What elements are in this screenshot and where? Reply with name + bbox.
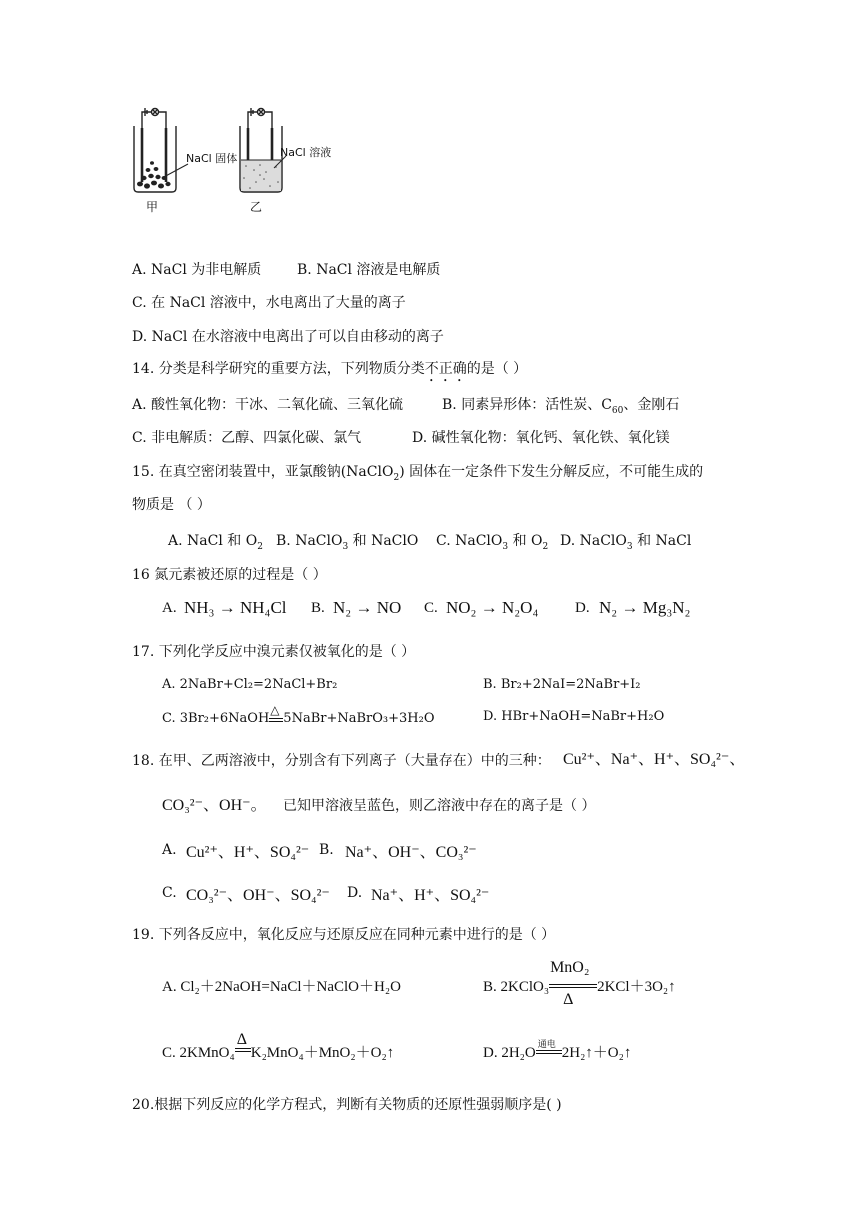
electrolysis-figure (120, 98, 350, 216)
q15-stem-line2: 物质是 （ ） (132, 497, 211, 513)
catalyst-heat-condition: MnO₂ Δ (549, 981, 597, 995)
q14-emphasis: 不正确 (424, 361, 467, 377)
q16-option-a-label: A. (162, 600, 177, 616)
q15-option-c: C. NaClO$_3$ 和 $O_2$ (436, 533, 549, 552)
q13-option-b: B. NaCl 溶液是电解质 (297, 262, 441, 278)
q16-option-c-label: C. (424, 600, 438, 616)
electrolysis-condition: 通电 (536, 1047, 562, 1061)
q18-ions-line2: CO₃²⁻、OH⁻。 (162, 797, 267, 814)
q18-option-a-ions: Cu²⁺、H⁺、SO₄²⁻ (186, 844, 310, 861)
q18-option-b-ions: Na⁺、OH⁻、CO₃²⁻ (345, 844, 477, 861)
right-beaker-label: NaCl 溶液 (280, 146, 332, 159)
q15-option-a: A. NaCl 和 $O_2$ (168, 533, 263, 552)
q18-stem-line2: 已知甲溶液呈蓝色，则乙溶液中存在的离子是（ ） (283, 798, 596, 814)
q19-stem: 19. 下列各反应中，氧化反应与还原反应在同种元素中进行的是（ ） (132, 927, 556, 943)
q17-option-d: D. HBr+NaOH=NaBr+H₂O (483, 709, 665, 724)
q16-option-c-eq: NO₂ → N₂O₄ (446, 598, 539, 617)
q16-option-d-eq: N₂ → Mg₃N₂ (599, 598, 691, 617)
q14-option-d: D. 碱性氧化物：氧化钙、氧化铁、氧化镁 (412, 430, 670, 446)
q18-option-d-ions: Na⁺、H⁺、SO₄²⁻ (371, 887, 490, 904)
q16-option-a-eq: NH₃ → NH₄Cl (184, 598, 287, 617)
q14-option-c: C. 非电解质：乙醇、四氯化碳、氯气 (132, 430, 362, 446)
q15-option-b: B. NaClO$_3$ 和 NaClO (276, 533, 419, 552)
nacl-solution-fill (241, 160, 281, 191)
q19-option-c: C. 2KMnO₄ Δ K₂MnO₄＋MnO₂＋O₂↑ (162, 1030, 395, 1061)
q17-option-b: B. Br₂+2NaI=2NaBr+I₂ (483, 677, 641, 692)
right-caption: 乙 (250, 200, 263, 214)
beaker-left (134, 108, 176, 192)
q14-option-b: B. 同素异形体：活性炭、$C_{60}$、金刚石 (442, 397, 680, 416)
q13-option-d: D. NaCl 在水溶液中电离出了可以自由移动的离子 (132, 329, 444, 345)
q13-option-a: A. NaCl 为非电解质 (132, 262, 262, 278)
q14-option-a: A. 酸性氧化物：干冰、二氧化硫、三氧化硫 (132, 397, 404, 413)
q16-stem: 16 氮元素被还原的过程是（ ） (132, 567, 327, 583)
q18-option-a-label: A. (162, 842, 177, 858)
heat-condition: △ (269, 709, 283, 722)
q19-option-d: D. 2H₂O 通电 2H₂↑＋O₂↑ (483, 1038, 632, 1061)
q17-option-c: C. 3Br₂+6NaOH △ 5NaBr+NaBrO₃+3H₂O (162, 703, 435, 726)
q16-option-d-label: D. (575, 600, 590, 616)
q18-option-b-label: B. (319, 842, 334, 858)
q18-option-d-label: D. (347, 885, 363, 901)
q18-stem: 18. 在甲、乙两溶液中，分别含有下列离子（大量存在）中的三种： (132, 753, 551, 769)
q19-option-a: A. Cl₂＋2NaOH=NaCl＋NaClO＋H₂O (162, 979, 401, 995)
q17-option-a: A. 2NaBr+Cl₂=2NaCl+Br₂ (162, 677, 338, 692)
left-beaker-label: NaCl 固体 (186, 152, 238, 165)
q18-ions-line1: Cu²⁺、Na⁺、H⁺、SO₄²⁻、 (563, 751, 746, 768)
left-caption: 甲 (146, 200, 159, 214)
q16-option-b-eq: N₂ → NO (333, 598, 402, 617)
q15-stem-line1: 15. 在真空密闭装置中，亚氯酸钠(NaClO$_2$) 固体在一定条件下发生分解反应，不可能生成的 (132, 464, 704, 483)
q16-option-b-label: B. (311, 600, 325, 616)
q19-option-b: B. 2KClO₃ MnO₂ Δ 2KCl＋3O₂↑ (483, 958, 676, 1008)
heat-condition-c: Δ (235, 1047, 251, 1061)
q17-stem: 17. 下列化学反应中溴元素仅被氧化的是（ ） (132, 644, 416, 660)
q18-option-c-ions: CO₃²⁻、OH⁻、SO₄²⁻ (186, 887, 330, 904)
q20-stem: 20.根据下列反应的化学方程式，判断有关物质的还原性强弱顺序是( ) (132, 1097, 562, 1113)
q13-option-c: C. 在 NaCl 溶液中，水电离出了大量的离子 (132, 295, 406, 311)
q14-stem: 14. 分类是科学研究的重要方法，下列物质分类不正确的是（ ） (132, 361, 528, 377)
q18-option-c-label: C. (162, 885, 177, 901)
q15-option-d: D. NaClO$_3$ 和 NaCl (560, 533, 692, 552)
